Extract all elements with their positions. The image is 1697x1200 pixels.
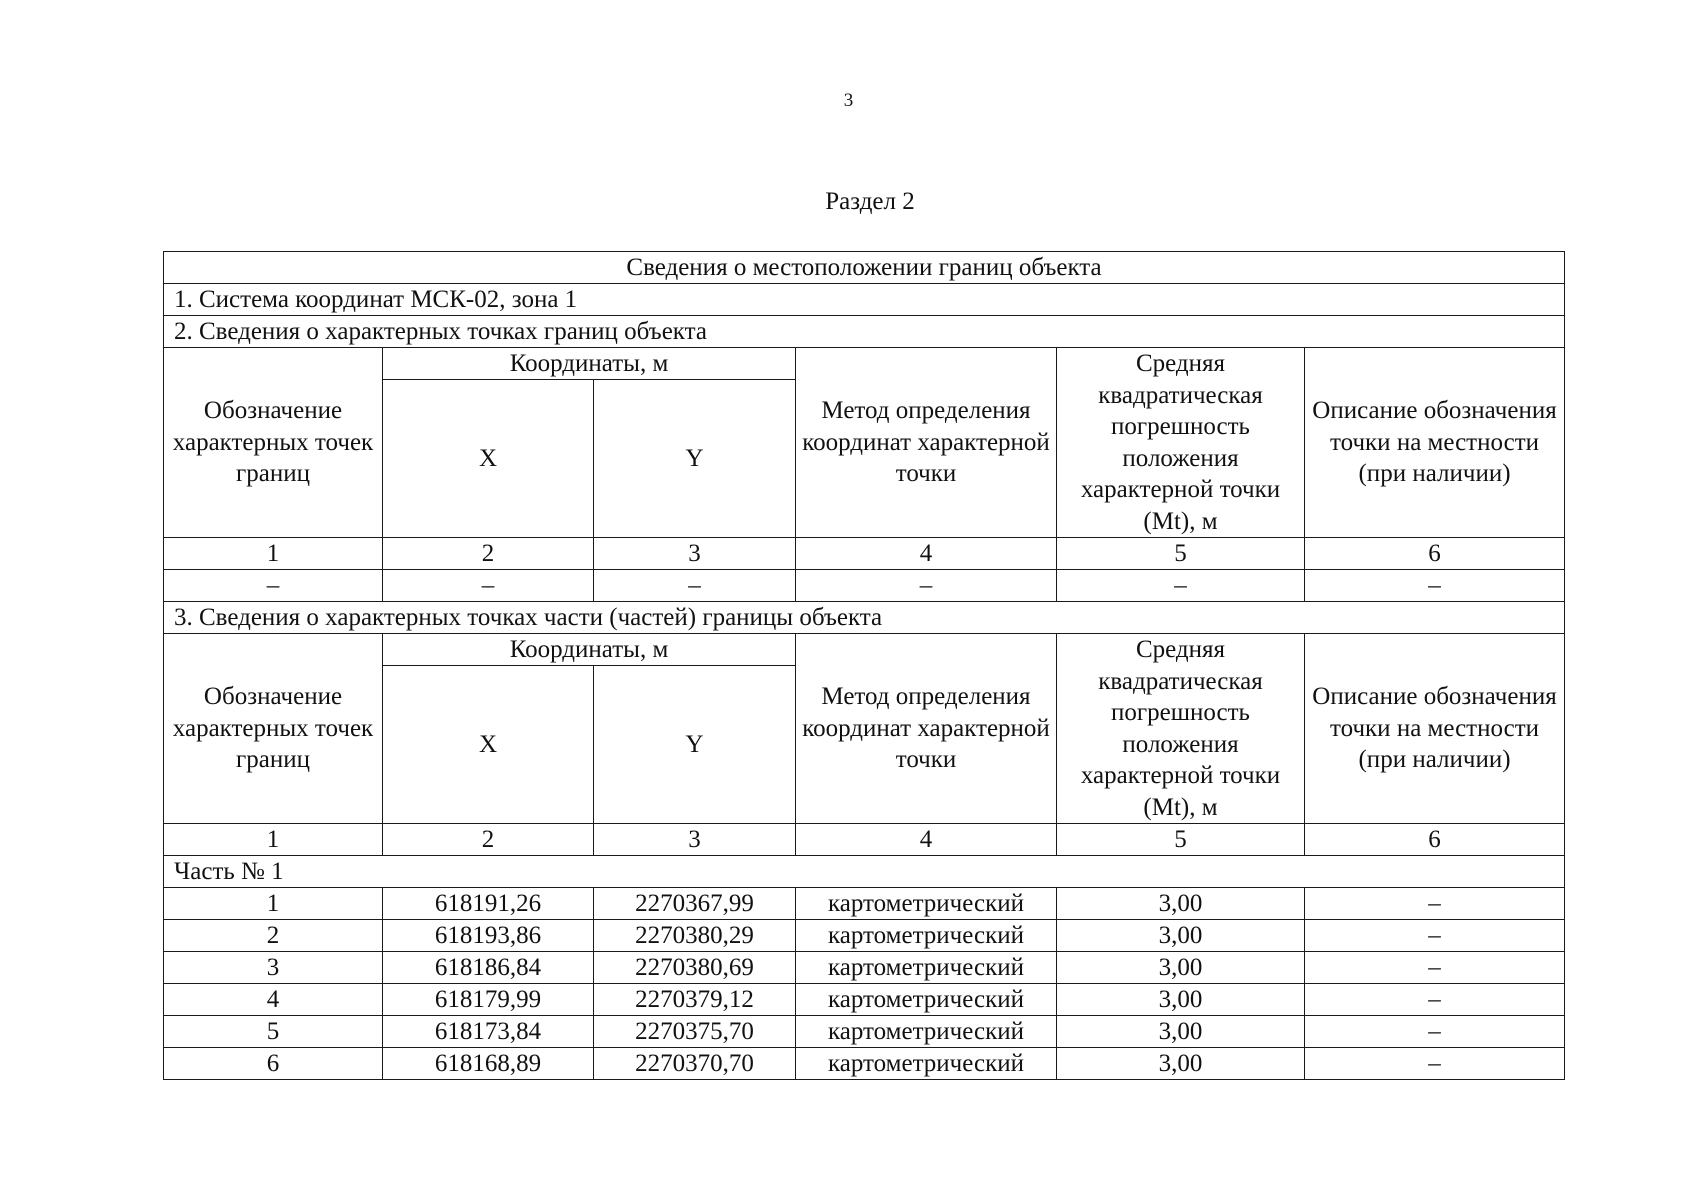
column-number: 6 [1305, 538, 1565, 570]
point-cell: 2 [164, 920, 383, 952]
method-cell: картометрический [796, 1016, 1057, 1048]
table-row [164, 1048, 1565, 1080]
header-error: Средняя квадратическая погрешность положения характерной точки (Mt), м [1057, 348, 1305, 538]
point-cell: 3 [164, 952, 383, 984]
header-y: Y [594, 380, 796, 538]
column-number: 1 [164, 538, 383, 570]
column-number: 5 [1057, 538, 1305, 570]
dash-cell: – [796, 570, 1057, 602]
description-cell: – [1305, 1048, 1565, 1080]
header-y: Y [594, 666, 796, 824]
error-cell: 3,00 [1057, 920, 1305, 952]
page-number: 3 [843, 90, 854, 111]
table-row [164, 888, 1565, 920]
method-cell: картометрический [796, 952, 1057, 984]
table-row [164, 952, 1565, 984]
error-cell: 3,00 [1057, 952, 1305, 984]
y-cell: 2270380,29 [594, 920, 796, 952]
header-error: Средняя квадратическая погрешность положения характерной точки (Mt), м [1057, 634, 1305, 824]
column-number: 3 [594, 824, 796, 856]
method-cell: картометрический [796, 984, 1057, 1016]
table-row [164, 920, 1565, 952]
header-x: X [383, 380, 594, 538]
dash-cell: – [594, 570, 796, 602]
header-coordinates: Координаты, м [383, 634, 796, 666]
description-cell: – [1305, 984, 1565, 1016]
column-number: 5 [1057, 824, 1305, 856]
x-cell: 618173,84 [383, 1016, 594, 1048]
header-x: X [383, 666, 594, 824]
dash-cell: – [1305, 570, 1565, 602]
dash-cell: – [1057, 570, 1305, 602]
empty-row [164, 570, 1565, 602]
boundary-table [163, 251, 1565, 1080]
x-cell: 618191,26 [383, 888, 594, 920]
y-cell: 2270379,12 [594, 984, 796, 1016]
dash-cell: – [164, 570, 383, 602]
error-cell: 3,00 [1057, 1016, 1305, 1048]
x-cell: 618193,86 [383, 920, 594, 952]
method-cell: картометрический [796, 1048, 1057, 1080]
description-cell: – [1305, 952, 1565, 984]
column-numbers-row [164, 824, 1565, 856]
description-cell: – [1305, 888, 1565, 920]
column-number: 3 [594, 538, 796, 570]
error-cell: 3,00 [1057, 984, 1305, 1016]
point-cell: 4 [164, 984, 383, 1016]
y-cell: 2270370,70 [594, 1048, 796, 1080]
error-cell: 3,00 [1057, 1048, 1305, 1080]
header-designation: Обозначение характерных точек границ [164, 634, 383, 824]
column-number: 4 [796, 538, 1057, 570]
x-cell: 618186,84 [383, 952, 594, 984]
table-row [164, 1016, 1565, 1048]
column-number: 4 [796, 824, 1057, 856]
x-cell: 618179,99 [383, 984, 594, 1016]
point-cell: 6 [164, 1048, 383, 1080]
column-number: 1 [164, 824, 383, 856]
point-cell: 5 [164, 1016, 383, 1048]
y-cell: 2270380,69 [594, 952, 796, 984]
header-description: Описание обозначения точки на местности (при наличии) [1305, 634, 1565, 824]
dash-cell: – [383, 570, 594, 602]
method-cell: картометрический [796, 920, 1057, 952]
column-number: 2 [383, 824, 594, 856]
column-numbers-row [164, 538, 1565, 570]
header-coordinates: Координаты, м [383, 348, 796, 380]
header-description: Описание обозначения точки на местности (при наличии) [1305, 348, 1565, 538]
section3-title: 3. Сведения о характерных точках части (частей) границы объекта [164, 602, 1565, 634]
header-designation: Обозначение характерных точек границ [164, 348, 383, 538]
table-title: Сведения о местоположении границ объекта [164, 252, 1565, 284]
section2-title: 2. Сведения о характерных точках границ объекта [164, 316, 1565, 348]
part-label: Часть № 1 [164, 856, 1565, 888]
method-cell: картометрический [796, 888, 1057, 920]
column-number: 6 [1305, 824, 1565, 856]
y-cell: 2270367,99 [594, 888, 796, 920]
description-cell: – [1305, 1016, 1565, 1048]
header-method: Метод определения координат характерной точки [796, 634, 1057, 824]
y-cell: 2270375,70 [594, 1016, 796, 1048]
error-cell: 3,00 [1057, 888, 1305, 920]
coord-system-row: 1. Система координат МСК-02, зона 1 [164, 284, 1565, 316]
description-cell: – [1305, 920, 1565, 952]
column-number: 2 [383, 538, 594, 570]
point-cell: 1 [164, 888, 383, 920]
section-title: Раздел 2 [825, 188, 915, 215]
header-method: Метод определения координат характерной точки [796, 348, 1057, 538]
x-cell: 618168,89 [383, 1048, 594, 1080]
table-row [164, 984, 1565, 1016]
